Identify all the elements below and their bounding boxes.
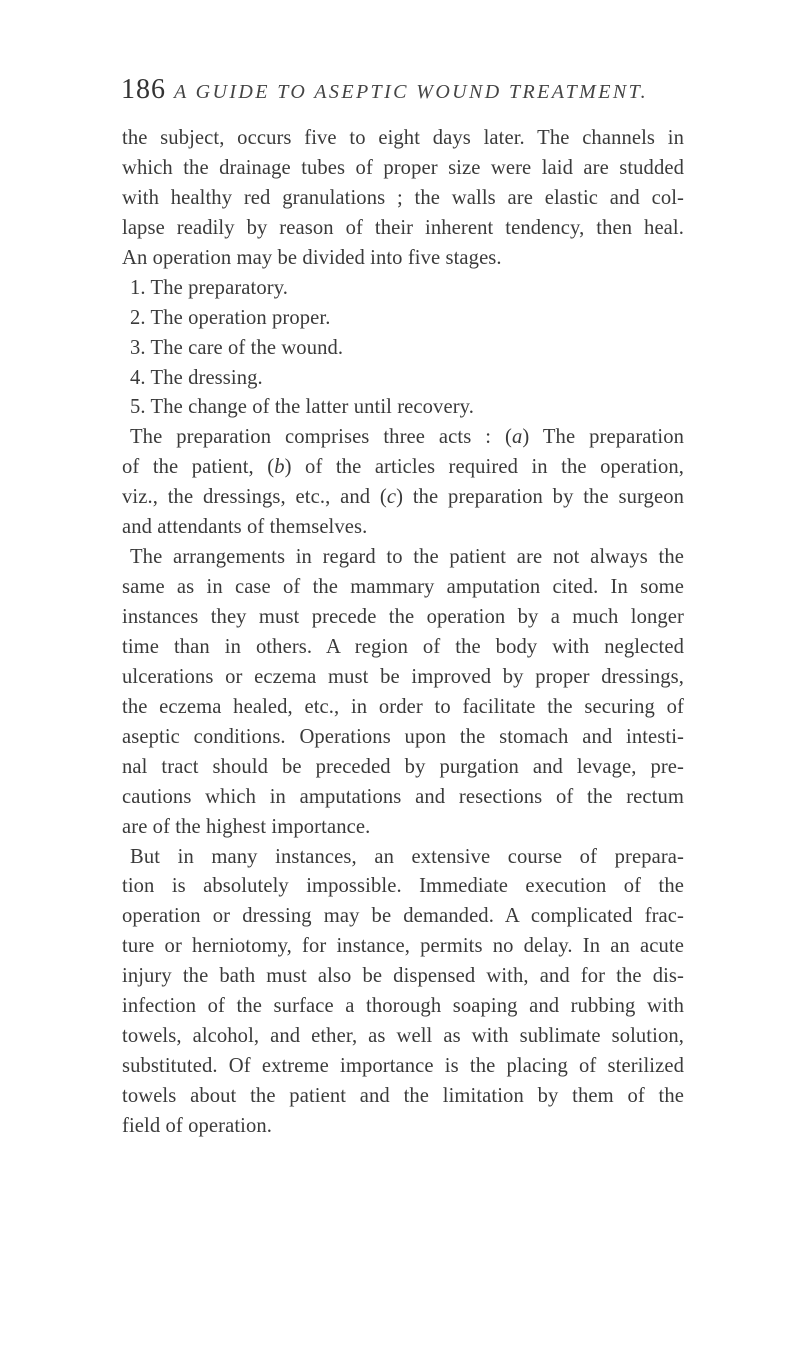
text-line: which the drainage tubes of proper size were laid are studded — [122, 156, 684, 179]
list-item: 3. The care of the wound. — [130, 336, 344, 359]
text-line: substituted. Of extreme importance is the placing of sterilized — [122, 1055, 684, 1078]
text-line: the eczema healed, etc., in order to facilitate the securing of — [122, 695, 684, 718]
list-item: 4. The dressing. — [130, 366, 263, 389]
text-line: with healthy red granulations ; the walls are elastic and col- — [122, 186, 684, 209]
text-line: An operation may be divided into five stages. — [122, 246, 502, 269]
list-item: 2. The operation proper. — [130, 306, 331, 329]
text-span: ) the preparation by the surgeon — [396, 486, 684, 509]
text-line: towels, alcohol, and ether, as well as with sublimate solution, — [122, 1025, 684, 1048]
text-line — [122, 453, 684, 483]
text-line — [122, 423, 684, 453]
text-span: viz., the dressings, etc., and ( — [122, 486, 387, 509]
text-line: ture or herniotomy, for instance, permits no delay. In an acute — [122, 935, 684, 958]
page-number: 186 — [121, 74, 166, 105]
text-span: of the patient, ( — [122, 456, 275, 479]
text-line: instances they must precede the operation by a much longer — [122, 606, 684, 628]
text-line: tion is absolutely impossible. Immediate execution of the — [122, 875, 684, 898]
text-line: towels about the patient and the limitation by them of the — [122, 1085, 684, 1107]
text-span-italic: a — [511, 426, 523, 449]
text-line: field of operation. — [122, 1114, 273, 1137]
running-head — [121, 74, 721, 114]
text-line: The arrangements in regard to the patient are not always the — [130, 546, 684, 569]
text-line: the subject, occurs five to eight days later. The channels in — [122, 127, 684, 149]
text-line: are of the highest importance. — [122, 815, 371, 838]
text-line: operation or dressing may be demanded. A complicated frac- — [122, 905, 684, 928]
running-title: A GUIDE TO ASEPTIC WOUND TREATMENT. — [174, 81, 649, 103]
text-line: time than in others. A region of the body with neglected — [122, 635, 684, 658]
text-span: ) The preparation — [522, 426, 684, 449]
text-line: ulcerations or eczema must be improved by proper dressings, — [122, 665, 684, 688]
text-line: injury the bath must also be dispensed with, and for the dis- — [122, 965, 684, 988]
text-line: cautions which in amputations and resections of the rectum — [122, 785, 684, 808]
text-line: aseptic conditions. Operations upon the stomach and intesti- — [122, 725, 684, 748]
text-line: and attendants of themselves. — [122, 516, 368, 539]
text-span-italic: c — [386, 486, 397, 509]
text-span-italic: b — [274, 456, 285, 479]
text-span: ) of the articles required in the operation, — [284, 456, 684, 479]
text-line: nal tract should be preceded by purgation and levage, pre- — [122, 755, 684, 778]
text-line: same as in case of the mammary amputation cited. In some — [122, 576, 684, 599]
text-line: lapse readily by reason of their inherent tendency, then heal. — [122, 216, 684, 239]
text-span: The preparation comprises three acts : ( — [130, 426, 512, 449]
list-item: 1. The preparatory. — [130, 276, 289, 299]
text-line — [122, 483, 684, 513]
list-item: 5. The change of the latter until recovery. — [130, 396, 474, 419]
text-line: But in many instances, an extensive course of prepara- — [130, 845, 684, 868]
text-line: infection of the surface a thorough soaping and rubbing with — [122, 995, 684, 1018]
body-text — [122, 124, 684, 1142]
